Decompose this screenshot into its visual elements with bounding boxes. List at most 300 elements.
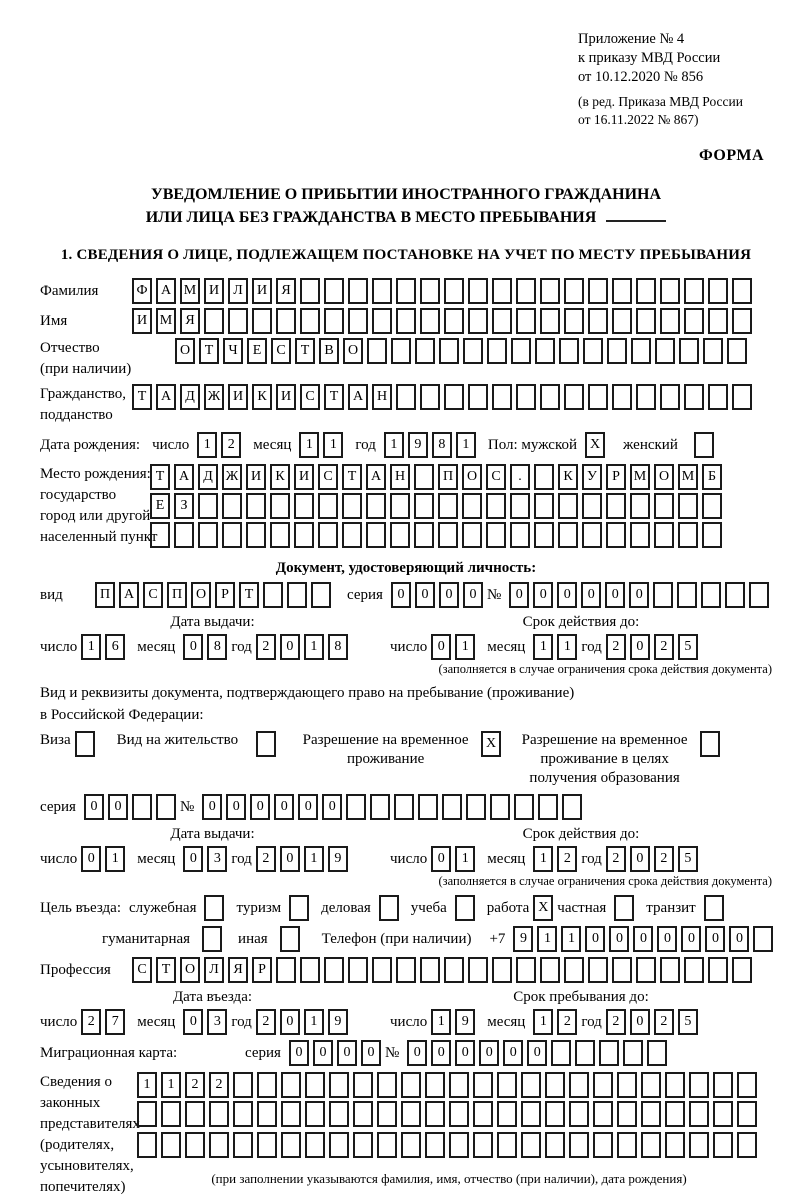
char-cell[interactable]: [414, 522, 434, 548]
char-cell[interactable]: О: [180, 957, 200, 983]
char-cell[interactable]: [174, 522, 194, 548]
char-cell[interactable]: 3: [207, 1009, 227, 1035]
purpose-inaya-checkbox[interactable]: [280, 926, 304, 952]
char-cell[interactable]: [753, 926, 773, 952]
char-cell[interactable]: 0: [391, 582, 411, 608]
char-cell[interactable]: [612, 957, 632, 983]
char-cell[interactable]: [558, 493, 578, 519]
char-cell[interactable]: [535, 338, 555, 364]
char-cell[interactable]: [137, 1132, 157, 1158]
char-cell[interactable]: [401, 1101, 421, 1127]
char-cell[interactable]: [222, 493, 242, 519]
doc-series-boxes[interactable]: [391, 582, 487, 608]
char-cell[interactable]: 2: [221, 432, 241, 458]
purpose-turizm-checkbox[interactable]: [289, 895, 313, 921]
char-cell[interactable]: [558, 522, 578, 548]
char-cell[interactable]: 0: [280, 846, 300, 872]
char-cell[interactable]: [281, 1132, 301, 1158]
char-cell[interactable]: 0: [657, 926, 677, 952]
char-cell[interactable]: 2: [256, 1009, 276, 1035]
char-cell[interactable]: 0: [226, 794, 246, 820]
char-cell[interactable]: [473, 1072, 493, 1098]
char-cell[interactable]: [678, 493, 698, 519]
char-cell[interactable]: Н: [372, 384, 392, 410]
char-cell[interactable]: [318, 522, 338, 548]
char-cell[interactable]: [510, 493, 530, 519]
char-cell[interactable]: [442, 794, 462, 820]
birthplace-row2-boxes[interactable]: [150, 493, 726, 519]
char-cell[interactable]: [468, 957, 488, 983]
char-cell[interactable]: А: [156, 384, 176, 410]
char-cell[interactable]: [444, 384, 464, 410]
char-cell[interactable]: 0: [463, 582, 483, 608]
char-cell[interactable]: [516, 308, 536, 334]
char-cell[interactable]: 0: [431, 846, 451, 872]
char-cell[interactable]: [612, 384, 632, 410]
char-cell[interactable]: 8: [207, 634, 227, 660]
char-cell[interactable]: [372, 278, 392, 304]
char-cell[interactable]: [228, 308, 248, 334]
stay-doc-valid-day[interactable]: [431, 846, 479, 872]
char-cell[interactable]: [737, 1132, 757, 1158]
char-cell[interactable]: 0: [705, 926, 725, 952]
char-cell[interactable]: X: [481, 731, 501, 757]
char-cell[interactable]: П: [95, 582, 115, 608]
char-cell[interactable]: [511, 338, 531, 364]
char-cell[interactable]: Т: [324, 384, 344, 410]
purpose-chastnaya-checkbox[interactable]: [614, 895, 638, 921]
char-cell[interactable]: Т: [156, 957, 176, 983]
char-cell[interactable]: 1: [431, 1009, 451, 1035]
char-cell[interactable]: [521, 1072, 541, 1098]
char-cell[interactable]: [583, 338, 603, 364]
doc-type-boxes[interactable]: [95, 582, 335, 608]
char-cell[interactable]: [684, 308, 704, 334]
doc-issue-year[interactable]: [256, 634, 352, 660]
char-cell[interactable]: И: [228, 384, 248, 410]
char-cell[interactable]: [660, 278, 680, 304]
char-cell[interactable]: 0: [108, 794, 128, 820]
purpose-tranzit-checkbox[interactable]: [704, 895, 728, 921]
char-cell[interactable]: [641, 1072, 661, 1098]
char-cell[interactable]: Я: [180, 308, 200, 334]
char-cell[interactable]: [588, 278, 608, 304]
char-cell[interactable]: [198, 493, 218, 519]
char-cell[interactable]: [324, 957, 344, 983]
char-cell[interactable]: [575, 1040, 595, 1066]
char-cell[interactable]: [636, 278, 656, 304]
char-cell[interactable]: [246, 522, 266, 548]
char-cell[interactable]: 1: [384, 432, 404, 458]
char-cell[interactable]: [281, 1072, 301, 1098]
char-cell[interactable]: [185, 1101, 205, 1127]
char-cell[interactable]: [305, 1101, 325, 1127]
char-cell[interactable]: 2: [654, 846, 674, 872]
char-cell[interactable]: А: [119, 582, 139, 608]
char-cell[interactable]: [468, 384, 488, 410]
char-cell[interactable]: 0: [250, 794, 270, 820]
char-cell[interactable]: [209, 1132, 229, 1158]
char-cell[interactable]: 5: [678, 846, 698, 872]
char-cell[interactable]: [607, 338, 627, 364]
char-cell[interactable]: Т: [295, 338, 315, 364]
char-cell[interactable]: А: [366, 464, 386, 490]
entry-date-day[interactable]: [81, 1009, 129, 1035]
edu-permit-checkbox[interactable]: [700, 731, 724, 757]
char-cell[interactable]: Р: [606, 464, 626, 490]
char-cell[interactable]: А: [174, 464, 194, 490]
given-name-boxes[interactable]: [132, 308, 756, 334]
char-cell[interactable]: [654, 522, 674, 548]
char-cell[interactable]: А: [156, 278, 176, 304]
char-cell[interactable]: [660, 308, 680, 334]
char-cell[interactable]: [684, 278, 704, 304]
profession-boxes[interactable]: [132, 957, 756, 983]
char-cell[interactable]: [222, 522, 242, 548]
guardians-row2-boxes[interactable]: [137, 1101, 761, 1127]
char-cell[interactable]: [641, 1132, 661, 1158]
char-cell[interactable]: [449, 1072, 469, 1098]
char-cell[interactable]: [551, 1040, 571, 1066]
char-cell[interactable]: [701, 582, 721, 608]
char-cell[interactable]: 0: [202, 794, 222, 820]
char-cell[interactable]: Р: [252, 957, 272, 983]
sex-male-checkbox[interactable]: [585, 432, 609, 458]
char-cell[interactable]: [487, 338, 507, 364]
char-cell[interactable]: 1: [561, 926, 581, 952]
char-cell[interactable]: [348, 308, 368, 334]
char-cell[interactable]: [233, 1072, 253, 1098]
char-cell[interactable]: 1: [557, 634, 577, 660]
char-cell[interactable]: [732, 384, 752, 410]
char-cell[interactable]: [588, 957, 608, 983]
char-cell[interactable]: [270, 522, 290, 548]
char-cell[interactable]: [564, 957, 584, 983]
char-cell[interactable]: 0: [431, 1040, 451, 1066]
char-cell[interactable]: [246, 493, 266, 519]
char-cell[interactable]: 1: [537, 926, 557, 952]
char-cell[interactable]: [569, 1072, 589, 1098]
char-cell[interactable]: [468, 278, 488, 304]
char-cell[interactable]: 1: [137, 1072, 157, 1098]
char-cell[interactable]: М: [678, 464, 698, 490]
char-cell[interactable]: [641, 1101, 661, 1127]
purpose-ucheba-checkbox[interactable]: [455, 895, 479, 921]
char-cell[interactable]: [534, 522, 554, 548]
char-cell[interactable]: [377, 1132, 397, 1158]
char-cell[interactable]: О: [175, 338, 195, 364]
char-cell[interactable]: [540, 957, 560, 983]
char-cell[interactable]: [305, 1072, 325, 1098]
purpose-gumanitarnaya-checkbox[interactable]: [202, 926, 226, 952]
stay-until-day[interactable]: [431, 1009, 479, 1035]
stay-doc-issue-month[interactable]: [183, 846, 231, 872]
char-cell[interactable]: 2: [209, 1072, 229, 1098]
char-cell[interactable]: 0: [633, 926, 653, 952]
char-cell[interactable]: 8: [432, 432, 452, 458]
purpose-rabota-checkbox[interactable]: [533, 895, 557, 921]
char-cell[interactable]: [372, 957, 392, 983]
char-cell[interactable]: 0: [509, 582, 529, 608]
char-cell[interactable]: К: [270, 464, 290, 490]
stay-doc-issue-day[interactable]: [81, 846, 129, 872]
char-cell[interactable]: [444, 957, 464, 983]
char-cell[interactable]: [329, 1072, 349, 1098]
char-cell[interactable]: [636, 384, 656, 410]
char-cell[interactable]: О: [462, 464, 482, 490]
char-cell[interactable]: 0: [337, 1040, 357, 1066]
char-cell[interactable]: [660, 957, 680, 983]
char-cell[interactable]: 9: [328, 1009, 348, 1035]
char-cell[interactable]: 0: [280, 634, 300, 660]
char-cell[interactable]: [372, 308, 392, 334]
char-cell[interactable]: [324, 278, 344, 304]
char-cell[interactable]: С: [300, 384, 320, 410]
char-cell[interactable]: [655, 338, 675, 364]
patronymic-boxes[interactable]: [175, 338, 751, 364]
char-cell[interactable]: 1: [533, 634, 553, 660]
char-cell[interactable]: О: [343, 338, 363, 364]
char-cell[interactable]: [329, 1101, 349, 1127]
char-cell[interactable]: [449, 1132, 469, 1158]
char-cell[interactable]: [377, 1072, 397, 1098]
char-cell[interactable]: [257, 1132, 277, 1158]
char-cell[interactable]: [665, 1101, 685, 1127]
char-cell[interactable]: 2: [606, 846, 626, 872]
char-cell[interactable]: [540, 278, 560, 304]
char-cell[interactable]: 0: [629, 582, 649, 608]
char-cell[interactable]: 7: [105, 1009, 125, 1035]
char-cell[interactable]: [367, 338, 387, 364]
char-cell[interactable]: 0: [479, 1040, 499, 1066]
surname-boxes[interactable]: [132, 278, 756, 304]
char-cell[interactable]: [455, 895, 475, 921]
char-cell[interactable]: 2: [606, 1009, 626, 1035]
char-cell[interactable]: [606, 522, 626, 548]
char-cell[interactable]: [486, 493, 506, 519]
char-cell[interactable]: 0: [407, 1040, 427, 1066]
char-cell[interactable]: [311, 582, 331, 608]
char-cell[interactable]: [415, 338, 435, 364]
char-cell[interactable]: [276, 308, 296, 334]
char-cell[interactable]: М: [156, 308, 176, 334]
char-cell[interactable]: Д: [198, 464, 218, 490]
char-cell[interactable]: [516, 957, 536, 983]
char-cell[interactable]: 0: [183, 634, 203, 660]
char-cell[interactable]: [569, 1132, 589, 1158]
char-cell[interactable]: [564, 308, 584, 334]
char-cell[interactable]: [545, 1072, 565, 1098]
char-cell[interactable]: 0: [630, 634, 650, 660]
char-cell[interactable]: 9: [455, 1009, 475, 1035]
char-cell[interactable]: [665, 1072, 685, 1098]
char-cell[interactable]: [708, 308, 728, 334]
char-cell[interactable]: 0: [605, 582, 625, 608]
char-cell[interactable]: 3: [207, 846, 227, 872]
char-cell[interactable]: 0: [84, 794, 104, 820]
doc-issue-month[interactable]: [183, 634, 231, 660]
char-cell[interactable]: [287, 582, 307, 608]
stay-until-month[interactable]: [533, 1009, 581, 1035]
birth-year-boxes[interactable]: [384, 432, 480, 458]
char-cell[interactable]: [198, 522, 218, 548]
char-cell[interactable]: [582, 522, 602, 548]
char-cell[interactable]: [391, 338, 411, 364]
char-cell[interactable]: [588, 384, 608, 410]
sex-female-checkbox[interactable]: [694, 432, 718, 458]
char-cell[interactable]: Ж: [204, 384, 224, 410]
char-cell[interactable]: [708, 957, 728, 983]
char-cell[interactable]: [599, 1040, 619, 1066]
char-cell[interactable]: В: [319, 338, 339, 364]
char-cell[interactable]: 0: [503, 1040, 523, 1066]
visa-checkbox[interactable]: [75, 731, 99, 757]
char-cell[interactable]: [420, 957, 440, 983]
char-cell[interactable]: [700, 731, 720, 757]
char-cell[interactable]: [233, 1101, 253, 1127]
char-cell[interactable]: 0: [415, 582, 435, 608]
char-cell[interactable]: [737, 1101, 757, 1127]
char-cell[interactable]: 9: [513, 926, 533, 952]
char-cell[interactable]: [702, 493, 722, 519]
char-cell[interactable]: У: [582, 464, 602, 490]
char-cell[interactable]: [281, 1101, 301, 1127]
char-cell[interactable]: [300, 278, 320, 304]
char-cell[interactable]: 0: [527, 1040, 547, 1066]
char-cell[interactable]: [75, 731, 95, 757]
char-cell[interactable]: 0: [630, 846, 650, 872]
char-cell[interactable]: 0: [533, 582, 553, 608]
stay-until-year[interactable]: [606, 1009, 702, 1035]
char-cell[interactable]: [300, 308, 320, 334]
char-cell[interactable]: [582, 493, 602, 519]
char-cell[interactable]: [732, 308, 752, 334]
char-cell[interactable]: Р: [215, 582, 235, 608]
phone-boxes[interactable]: [513, 926, 777, 952]
char-cell[interactable]: К: [558, 464, 578, 490]
char-cell[interactable]: 8: [328, 634, 348, 660]
migcard-number-boxes[interactable]: [407, 1040, 671, 1066]
char-cell[interactable]: 1: [161, 1072, 181, 1098]
char-cell[interactable]: Л: [228, 278, 248, 304]
char-cell[interactable]: [305, 1132, 325, 1158]
doc-number-boxes[interactable]: [509, 582, 773, 608]
char-cell[interactable]: 1: [304, 1009, 324, 1035]
char-cell[interactable]: А: [348, 384, 368, 410]
char-cell[interactable]: [425, 1101, 445, 1127]
char-cell[interactable]: [564, 384, 584, 410]
char-cell[interactable]: [490, 794, 510, 820]
char-cell[interactable]: [270, 493, 290, 519]
char-cell[interactable]: [702, 522, 722, 548]
char-cell[interactable]: [647, 1040, 667, 1066]
char-cell[interactable]: 2: [256, 846, 276, 872]
char-cell[interactable]: [390, 493, 410, 519]
char-cell[interactable]: 0: [455, 1040, 475, 1066]
char-cell[interactable]: [294, 493, 314, 519]
char-cell[interactable]: [540, 308, 560, 334]
char-cell[interactable]: К: [252, 384, 272, 410]
char-cell[interactable]: [497, 1132, 517, 1158]
char-cell[interactable]: [564, 278, 584, 304]
char-cell[interactable]: [156, 794, 176, 820]
char-cell[interactable]: [630, 493, 650, 519]
char-cell[interactable]: [708, 384, 728, 410]
char-cell[interactable]: 2: [81, 1009, 101, 1035]
char-cell[interactable]: [449, 1101, 469, 1127]
char-cell[interactable]: [727, 338, 747, 364]
char-cell[interactable]: 0: [81, 846, 101, 872]
char-cell[interactable]: [438, 493, 458, 519]
char-cell[interactable]: X: [585, 432, 605, 458]
char-cell[interactable]: [463, 338, 483, 364]
char-cell[interactable]: [366, 493, 386, 519]
char-cell[interactable]: [593, 1101, 613, 1127]
char-cell[interactable]: [396, 384, 416, 410]
guardians-row1-boxes[interactable]: [137, 1072, 761, 1098]
citizenship-boxes[interactable]: [132, 384, 756, 410]
stay-doc-valid-year[interactable]: [606, 846, 702, 872]
char-cell[interactable]: [678, 522, 698, 548]
stay-doc-series-boxes[interactable]: [84, 794, 180, 820]
char-cell[interactable]: [689, 1132, 709, 1158]
char-cell[interactable]: [414, 493, 434, 519]
char-cell[interactable]: С: [318, 464, 338, 490]
char-cell[interactable]: 1: [299, 432, 319, 458]
char-cell[interactable]: [636, 957, 656, 983]
char-cell[interactable]: [161, 1101, 181, 1127]
birth-day-boxes[interactable]: [197, 432, 245, 458]
doc-issue-day[interactable]: [81, 634, 129, 660]
char-cell[interactable]: [294, 522, 314, 548]
char-cell[interactable]: М: [180, 278, 200, 304]
char-cell[interactable]: 6: [105, 634, 125, 660]
char-cell[interactable]: [342, 522, 362, 548]
char-cell[interactable]: [492, 278, 512, 304]
char-cell[interactable]: [617, 1101, 637, 1127]
birthplace-row1-boxes[interactable]: [150, 464, 726, 490]
char-cell[interactable]: [396, 957, 416, 983]
char-cell[interactable]: 1: [304, 634, 324, 660]
char-cell[interactable]: [280, 926, 300, 952]
char-cell[interactable]: Е: [247, 338, 267, 364]
char-cell[interactable]: [559, 338, 579, 364]
char-cell[interactable]: 1: [323, 432, 343, 458]
char-cell[interactable]: [636, 308, 656, 334]
char-cell[interactable]: 0: [585, 926, 605, 952]
char-cell[interactable]: [612, 308, 632, 334]
char-cell[interactable]: З: [174, 493, 194, 519]
char-cell[interactable]: 0: [557, 582, 577, 608]
char-cell[interactable]: [137, 1101, 157, 1127]
char-cell[interactable]: .: [510, 464, 530, 490]
char-cell[interactable]: Т: [199, 338, 219, 364]
char-cell[interactable]: 0: [681, 926, 701, 952]
char-cell[interactable]: [677, 582, 697, 608]
stay-doc-number-boxes[interactable]: [202, 794, 586, 820]
char-cell[interactable]: [353, 1101, 373, 1127]
char-cell[interactable]: [379, 895, 399, 921]
char-cell[interactable]: [420, 308, 440, 334]
entry-date-month[interactable]: [183, 1009, 231, 1035]
char-cell[interactable]: [540, 384, 560, 410]
char-cell[interactable]: 2: [256, 634, 276, 660]
doc-valid-year[interactable]: [606, 634, 702, 660]
char-cell[interactable]: [466, 794, 486, 820]
char-cell[interactable]: [486, 522, 506, 548]
char-cell[interactable]: [492, 308, 512, 334]
char-cell[interactable]: [713, 1101, 733, 1127]
